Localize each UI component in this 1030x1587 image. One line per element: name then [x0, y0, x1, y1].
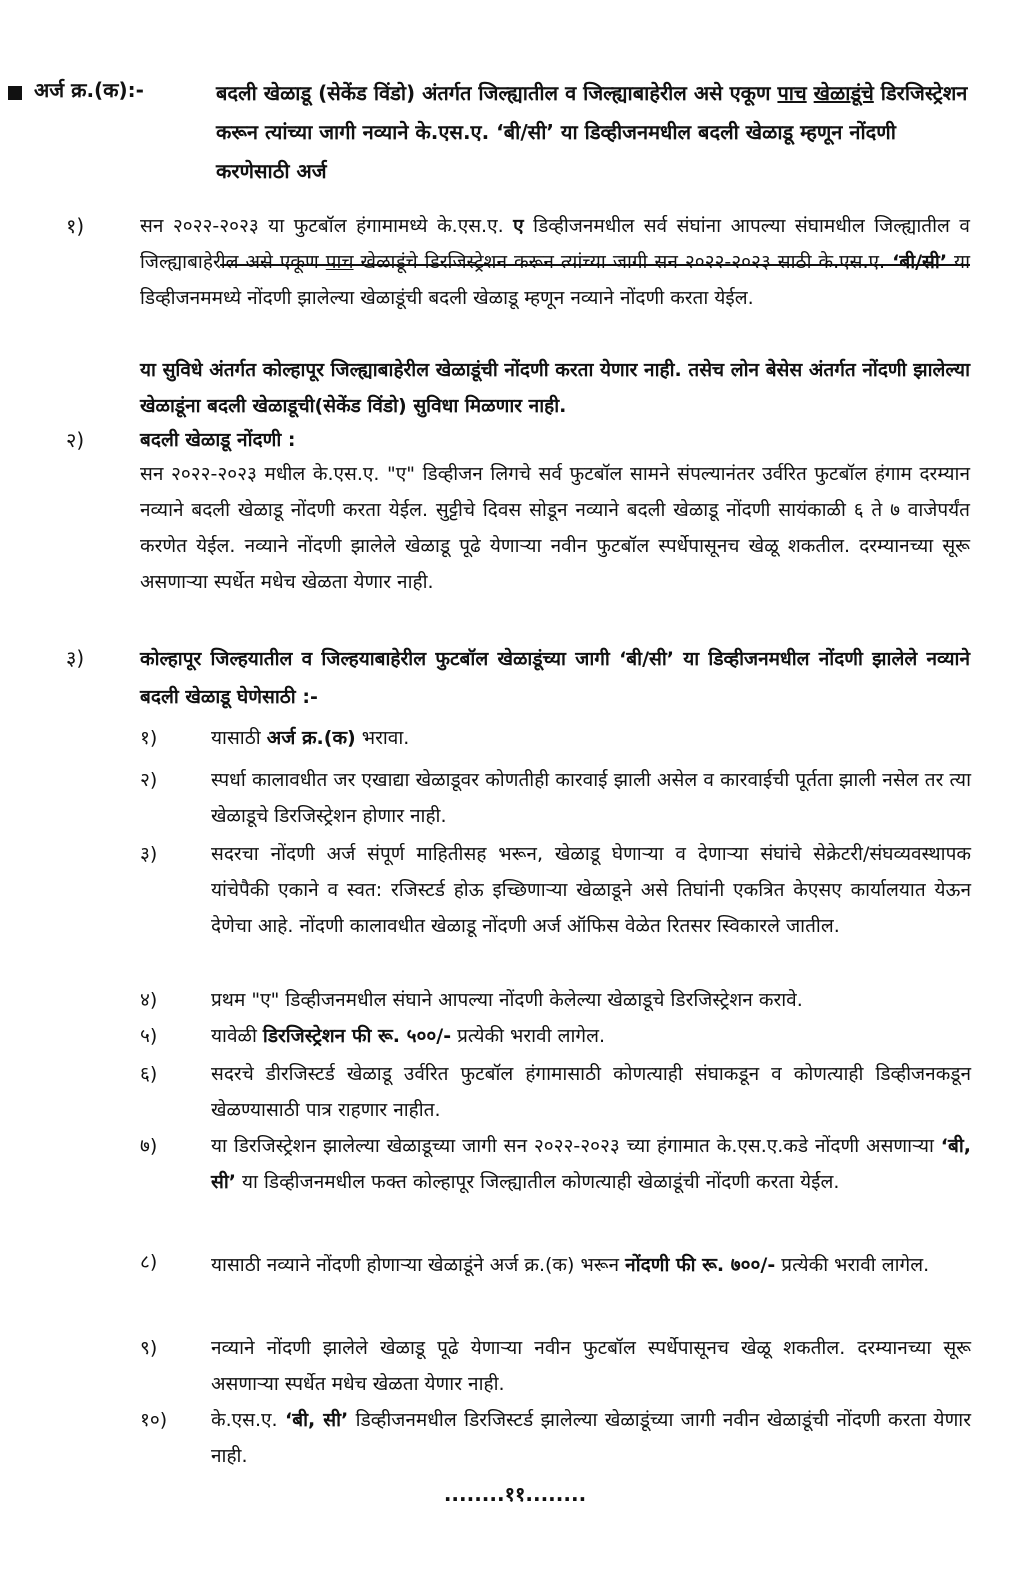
square-bullet-icon [8, 86, 22, 100]
section-text: सन २०२२-२०२३ मधील के.एस.ए. "ए" डिव्हीजन लिगचे सर्व फुटबॉल सामने संपल्यानंतर उर्वरित फुटबॉल हंगाम दरम्यान नव्याने बदली खेळाडू नोंदणी करता येईल. सुट्टीचे दिवस सोडून नव्याने बदली खेळाडू नोंदणी सायंकाळी ६ ते ७ वाजेपर्यंत करणेत येईल. नव्याने नोंदणी झालेले खेळाडू पूढे येणाऱ्या नवीन फुटबॉल स्पर्धेपासूनच खेळू शकतील. दरम्यानच्या सूरू असणाऱ्या स्पर्धेत मधेच खेळता येणार नाही. [140, 463, 970, 593]
section-number: २) [66, 428, 85, 452]
document-page: अर्ज क्र.(क):- बदली खेळाडू (सेकेंड विंडो) अंतर्गत जिल्ह्यातील व जिल्ह्याबाहेरील असे एकूण पाच खेळाडूंचे डिरजिस्ट्रेशन करून त्यांच्या जागी नव्याने के.एस.ए. ‘बी/सी’ या डिव्हीजनमधील बदली खेळाडू म्हणून नोंदणी करणेसाठी अर्ज १) सन २०२२-२०२३ या फुटबॉल हंगामामध्ये के.एस.ए. ए डिव्हीजनमधील सर्व संघांना आपल्या संघामधील जिल्ह्यातील व जिल्ह्याबाहेरील असे एकूण पाच खेळाडूंचे डिरजिस्ट्रेशन करून त्यांच्या जागी सन २०२२-२०२३ साठी के.एस.ए. ‘बी/सी’ या डिव्हीजनममध्ये नोंदणी झालेल्या खेळाडूंची बदली खेळाडू म्हणून नव्याने नोंदणी करता येईल. या सुविधे अंतर्गत कोल्हापूर जिल्ह्याबाहेरील खेळाडूंची नोंदणी करता येणार नाही. तसेच लोन बेसेस अंतर्गत नोंदणी झालेल्या खेळाडूंना बदली खेळाडूची(सेकेंड विंडो) सुविधा मिळणार नाही. २) बदली खेळाडू नोंदणी : सन २०२२-२०२३ मधील के.एस.ए. "ए" डिव्हीजन लिगचे सर्व फुटबॉल सामने संपल्यानंतर उर्वरित फुटबॉल हंगाम दरम्यान नव्याने बदली खेळाडू नोंदणी करता येईल. सुट्टीचे दिवस सोडून नव्याने बदली खेळाडू नोंदणी सायंकाळी ६ ते ७ वाजेपर्यंत करणेत येईल. नव्याने नोंदणी झालेले खेळाडू पूढे येणाऱ्या नवीन फुटबॉल स्पर्धेपासूनच खेळू शकतील. दरम्यानच्या सूरू असणाऱ्या स्पर्धेत मधेच खेळता येणार नाही. ३) कोल्हापूर जिल्हयातील व जिल्हयाबाहेरील फुटबॉल खेळाडूंच्या जागी ‘बी/सी’ या डिव्हीजनमधील नोंदणी झालेले नव्याने बदली खेळाडू घेणेसाठी :- १) यासाठी अर्ज क्र.(क) भरावा. २) स्पर्धा कालावधीत जर एखाद्या खेळाडूवर कोणतीही कारवाई झाली असेल व कारवाईची पूर्तता झाली नसेल तर त्या खेळाडूचे डिरजिस्ट्रेशन होणार नाही. ३) सदरचा नोंदणी अर्ज संपूर्ण माहितीसह भरून, खेळाडू घेणाऱ्या व देणाऱ्या संघांचे सेक्रेटरी/संघव्यवस्थापक यांचेपैकी एकाने व स्वत: रजिस्टर्ड होऊ इच्छिणाऱ्या खेळाडूने असे तिघांनी एकत्रित केएसए कार्यालयात येऊन देणेचा आहे. नोंदणी कालावधीत खेळाडू नोंदणी अर्ज ऑफिस वेळेत रितसर स्विकारले जातील. ४) प्रथम "ए" डिव्हीजनमधील संघाने आपल्या नोंदणी केलेल्या खेळाडूचे डिरजिस्ट्रेशन करावे. ५) यावेळी डिरजिस्ट्रेशन फी रू. ५००/- प्रत्येकी भरावी लागेल. ६) सदरचे डीरजिस्टर्ड खेळाडू उर्वरित फुटबॉल हंगामासाठी कोणत्याही संघाकडून व कोणत्याही डिव्हीजनकडून खेळण्यासाठी पात्र राहणार नाहीत. ७) या डिरजिस्ट्रेशन झालेल्या खेळाडूच्या जागी सन २०२२-२०२३ च्या हंगामात के.एस.ए.कडे नोंदणी असणाऱ्या ‘बी, सी’ या डिव्हीजनमधील फक्त कोल्हापूर जिल्ह्यातील कोणत्याही खेळाडूंची नोंदणी करता येईल. ८) यासाठी नव्याने नोंदणी होणाऱ्या खेळाडूंने अर्ज क्र.(क) भरून नोंदणी फी रू. ७००/- प्रत्येकी भरावी लागेल. ९) नव्याने नोंदणी झालेले खेळाडू पूढे येणाऱ्या नवीन फुटबॉल स्पर्धेपासूनच खेळू शकतील. दरम्यानच्या सूरू असणाऱ्या स्पर्धेत मधेच खेळता येणार नाही. १०) के.एस.ए. ‘बी, सी’ डिव्हीजनमधील डिरजिस्टर्ड झालेल्या खेळाडूंच्या जागी नवीन खेळाडूंची नोंदणी करता येणार नाही. ........११........ [0, 0, 1030, 1587]
section-text: सन २०२२-२०२३ या फुटबॉल हंगामामध्ये के.एस.ए. ए डिव्हीजनमधील सर्व संघांना आपल्या संघामधील जिल्ह्यातील व जिल्ह्याबाहेरील असे एकूण पाच खेळाडूंचे डिरजिस्ट्रेशन करून त्यांच्या जागी सन २०२२-२०२३ साठी के.एस.ए. ‘बी/सी’ या डिव्हीजनममध्ये नोंदणी झालेल्या खेळाडूंची बदली खेळाडू म्हणून नव्याने नोंदणी करता येईल. [140, 215, 970, 309]
section-number: १) [66, 214, 85, 238]
section-note: या सुविधे अंतर्गत कोल्हापूर जिल्ह्याबाहेरील खेळाडूंची नोंदणी करता येणार नाही. तसेच लोन बेसेस अंतर्गत नोंदणी झालेल्या खेळाडूंना बदली खेळाडूची(सेकेंड विंडो) सुविधा मिळणार नाही. [140, 359, 970, 417]
form-number-label: अर्ज क्र.(क):- [34, 78, 144, 102]
section-heading: कोल्हापूर जिल्हयातील व जिल्हयाबाहेरील फुटबॉल खेळाडूंच्या जागी ‘बी/सी’ या डिव्हीजनमधील नोंदणी झालेले नव्याने बदली खेळाडू घेणेसाठी :- [140, 648, 970, 708]
form-title: बदली खेळाडू (सेकेंड विंडो) अंतर्गत जिल्ह्यातील व जिल्ह्याबाहेरील असे एकूण पाच खेळाडूंचे डिरजिस्ट्रेशन करून त्यांच्या जागी नव्याने के.एस.ए. ‘बी/सी’ या डिव्हीजनमधील बदली खेळाडू म्हणून नोंदणी करणेसाठी अर्ज [216, 81, 968, 183]
page-number-marker: ........११........ [443, 1482, 587, 1506]
section-heading: बदली खेळाडू नोंदणी : [140, 429, 296, 451]
section-number: ३) [66, 646, 85, 670]
